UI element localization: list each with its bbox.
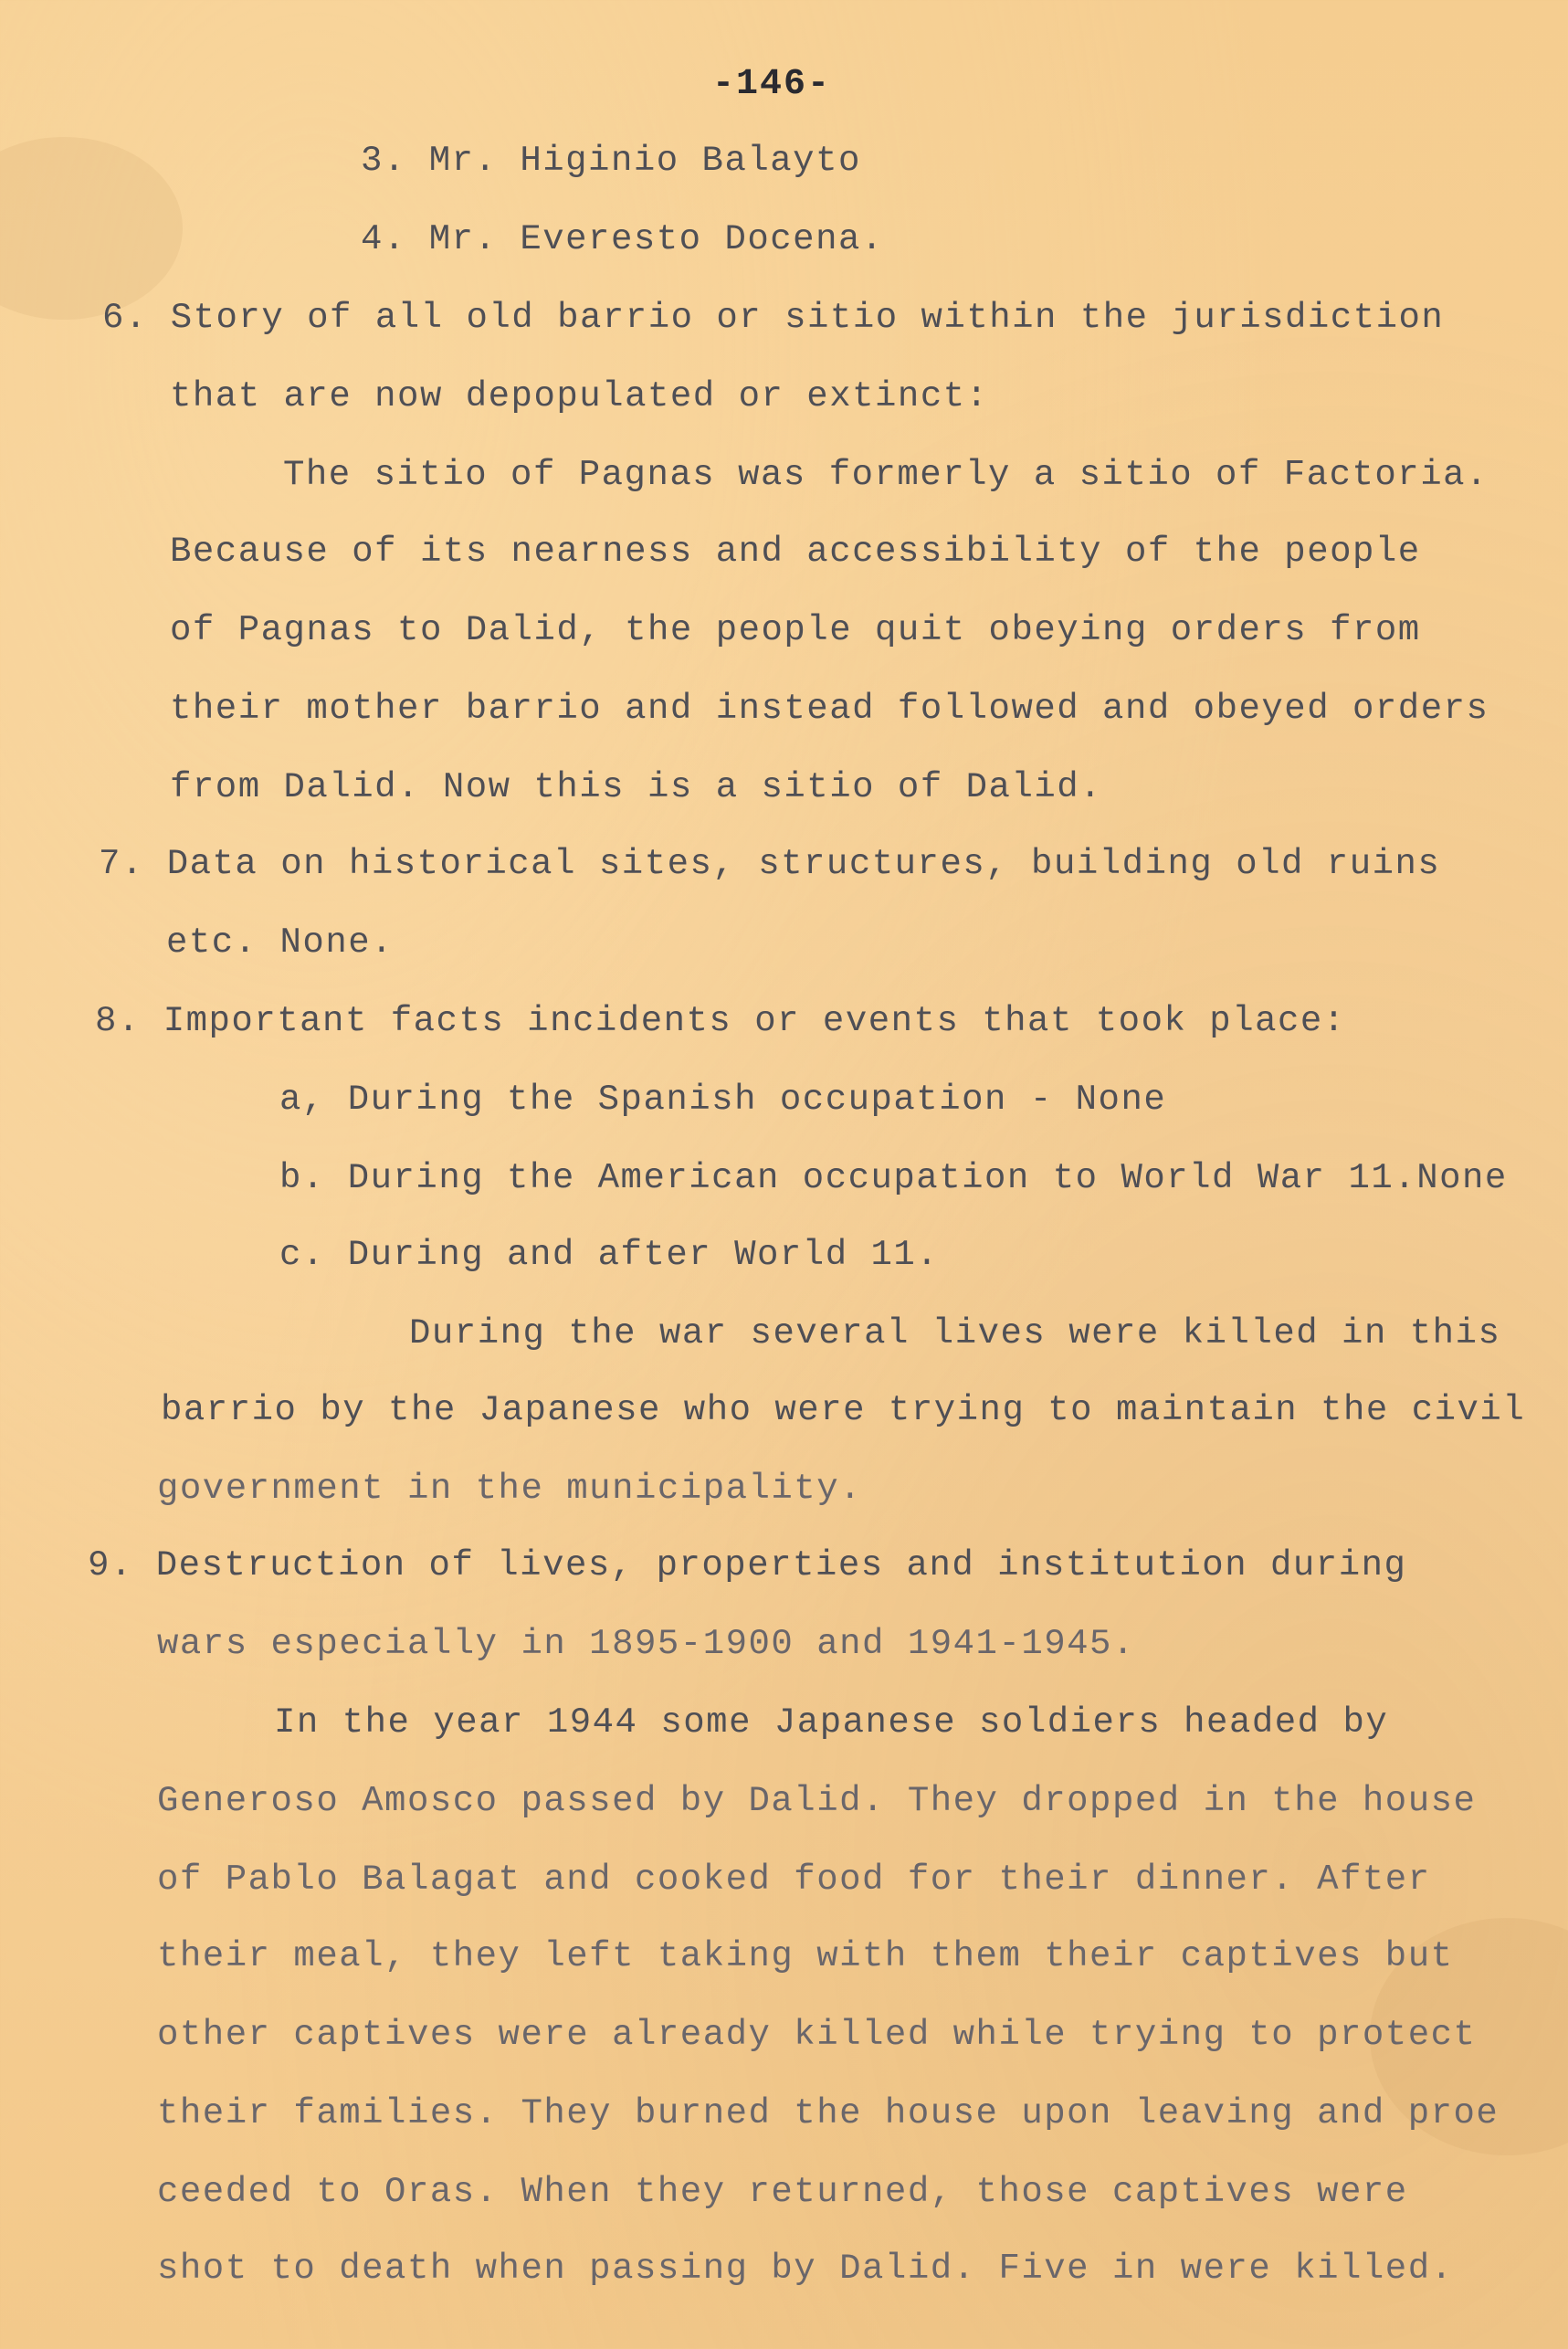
text-line: other captives were already killed while trying to protect: [157, 2015, 1477, 2055]
text-line: 8. Important facts incidents or events that took place:: [95, 1001, 1346, 1041]
text-line: their meal, they left taking with them their captives but: [157, 1936, 1454, 1976]
text-line: from Dalid. Now this is a sitio of Dalid.: [170, 767, 1103, 807]
text-line: ceeded to Oras. When they returned, those captives were: [157, 2172, 1408, 2212]
text-line: barrio by the Japanese who were trying to maintain the civil: [161, 1390, 1526, 1430]
text-line: of Pablo Balagat and cooked food for their dinner. After: [157, 1859, 1431, 1900]
text-line: In the year 1944 some Japanese soldiers headed by: [274, 1702, 1389, 1743]
text-line: 4. Mr. Everesto Docena.: [361, 219, 884, 259]
text-line: Because of its nearness and accessibility of the people: [170, 532, 1421, 572]
text-line: shot to death when passing by Dalid. Five in were killed.: [157, 2249, 1454, 2289]
text-line: c. During and after World 11.: [279, 1235, 940, 1275]
text-line: 6. Story of all old barrio or sitio within the jurisdiction: [102, 298, 1445, 338]
text-line: 9. Destruction of lives, properties and institution during: [88, 1545, 1407, 1585]
text-line: etc. None.: [166, 922, 395, 963]
text-line: b. During the American occupation to World War 11.None: [279, 1158, 1508, 1198]
text-line: Generoso Amosco passed by Dalid. They dropped in the house: [157, 1781, 1477, 1821]
text-line: a, During the Spanish occupation - None: [279, 1080, 1167, 1120]
text-line: 3. Mr. Higinio Balayto: [361, 141, 861, 181]
text-line: government in the municipality.: [157, 1469, 863, 1509]
page-number: -146-: [712, 64, 832, 105]
text-line: During the war several lives were killed in this: [409, 1313, 1501, 1354]
text-line: their mother barrio and instead followed and obeyed orders: [170, 689, 1489, 729]
text-line: The sitio of Pagnas was formerly a sitio of Factoria.: [283, 455, 1489, 495]
text-line: of Pagnas to Dalid, the people quit obeying orders from: [170, 610, 1421, 650]
text-line: their families. They burned the house upon leaving and proe: [157, 2093, 1500, 2133]
text-line: that are now depopulated or extinct:: [170, 376, 989, 416]
paper-stain: [0, 137, 183, 320]
text-line: wars especially in 1895-1900 and 1941-1945.: [157, 1624, 1135, 1664]
text-line: 7. Data on historical sites, structures, building old ruins: [99, 844, 1441, 884]
